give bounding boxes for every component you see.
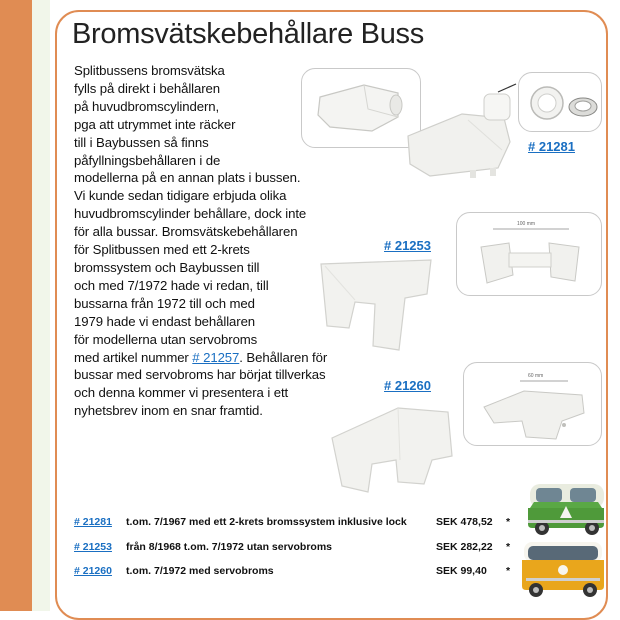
green-decor-strip	[32, 0, 50, 611]
row-description: från 8/1968 t.om. 7/1972 utan servobroms	[126, 541, 333, 553]
row-sku-link[interactable]: # 21260	[74, 565, 112, 577]
product-21281-reservoir-image	[400, 80, 530, 180]
description-line: för Splitbussen med ett 2-krets	[74, 242, 250, 258]
table-row	[74, 565, 514, 583]
description-line: fylls på direkt i behållaren	[74, 80, 221, 96]
row-price: SEK 99,40	[436, 565, 487, 577]
product-21260-link[interactable]: # 21260	[384, 378, 431, 393]
description-line: och med 7/1972 hade vi redan, till	[74, 277, 269, 293]
description-line: 1979 hade vi endast behållaren	[74, 313, 256, 329]
product-21260-dimension-photo	[463, 362, 602, 446]
row-star: *	[506, 541, 511, 553]
green-split-bus-image	[524, 478, 608, 536]
description-line: modellerna på en annan plats i bussen.	[74, 170, 301, 186]
row-star: *	[506, 565, 511, 577]
description-line-with-link	[74, 349, 344, 367]
product-21253-link[interactable]: # 21253	[384, 238, 431, 253]
row-sku-link[interactable]: # 21281	[74, 516, 112, 528]
text-after-link: . Behållaren för	[239, 349, 328, 365]
description-line: till i Baybussen så finns	[74, 134, 209, 150]
description-line: påfyllningsbehållaren i de	[74, 152, 221, 168]
product-21281-link[interactable]: # 21281	[528, 139, 575, 154]
table-row	[74, 541, 514, 559]
description-line: för modellerna utan servobroms	[74, 331, 258, 347]
product-21253-reservoir-image	[315, 254, 435, 354]
dimension-label: 100 mm	[517, 221, 536, 227]
page-title: Bromsvätskebehållare Buss	[72, 18, 424, 50]
description-line: på huvudbromscylindern,	[74, 98, 220, 114]
description-line: för alla bussar. Bromsvätskebehållaren	[74, 224, 298, 240]
description-line: nyhetsbrev inom en snar framtid.	[74, 403, 263, 419]
description-line: bromssystem och Baybussen till	[74, 259, 260, 275]
row-star: *	[506, 516, 511, 528]
dimension-diagram-image	[464, 363, 602, 446]
description-line: pga att utrymmet inte räcker	[74, 116, 236, 132]
description-line: bussarna från 1972 till och med	[74, 295, 255, 311]
table-row	[74, 516, 514, 534]
dimension-label: 60 mm	[528, 373, 544, 379]
left-decor-strip	[0, 0, 32, 611]
cap-image	[519, 73, 602, 132]
description-line: Splitbussens bromsvätska	[74, 63, 225, 78]
description-line: och denna kommer vi presentera i ett	[74, 385, 289, 401]
dimension-diagram-image	[457, 213, 602, 296]
product-21260-reservoir-image	[328, 398, 458, 498]
row-sku-link[interactable]: # 21253	[74, 541, 112, 553]
row-description: t.om. 7/1972 med servobroms	[126, 565, 274, 577]
product-21253-dimension-photo	[456, 212, 602, 296]
yellow-bay-bus-image	[520, 538, 606, 600]
description-line: huvudbromscylinder behållare, dock inte	[74, 206, 307, 222]
row-price: SEK 478,52	[436, 516, 493, 528]
article-21257-link[interactable]: # 21257	[192, 349, 240, 365]
row-description: t.om. 7/1967 med ett 2-krets bromssystem inklusive lock	[126, 516, 407, 528]
product-21281-cap-photo	[518, 72, 602, 132]
text-before-link: med artikel nummer	[74, 349, 193, 365]
description-line: Vi kunde sedan tidigare erbjuda olika	[74, 188, 287, 204]
description-line: bussar med servobroms har börjat tillverkas	[74, 367, 326, 383]
row-price: SEK 282,22	[436, 541, 493, 553]
